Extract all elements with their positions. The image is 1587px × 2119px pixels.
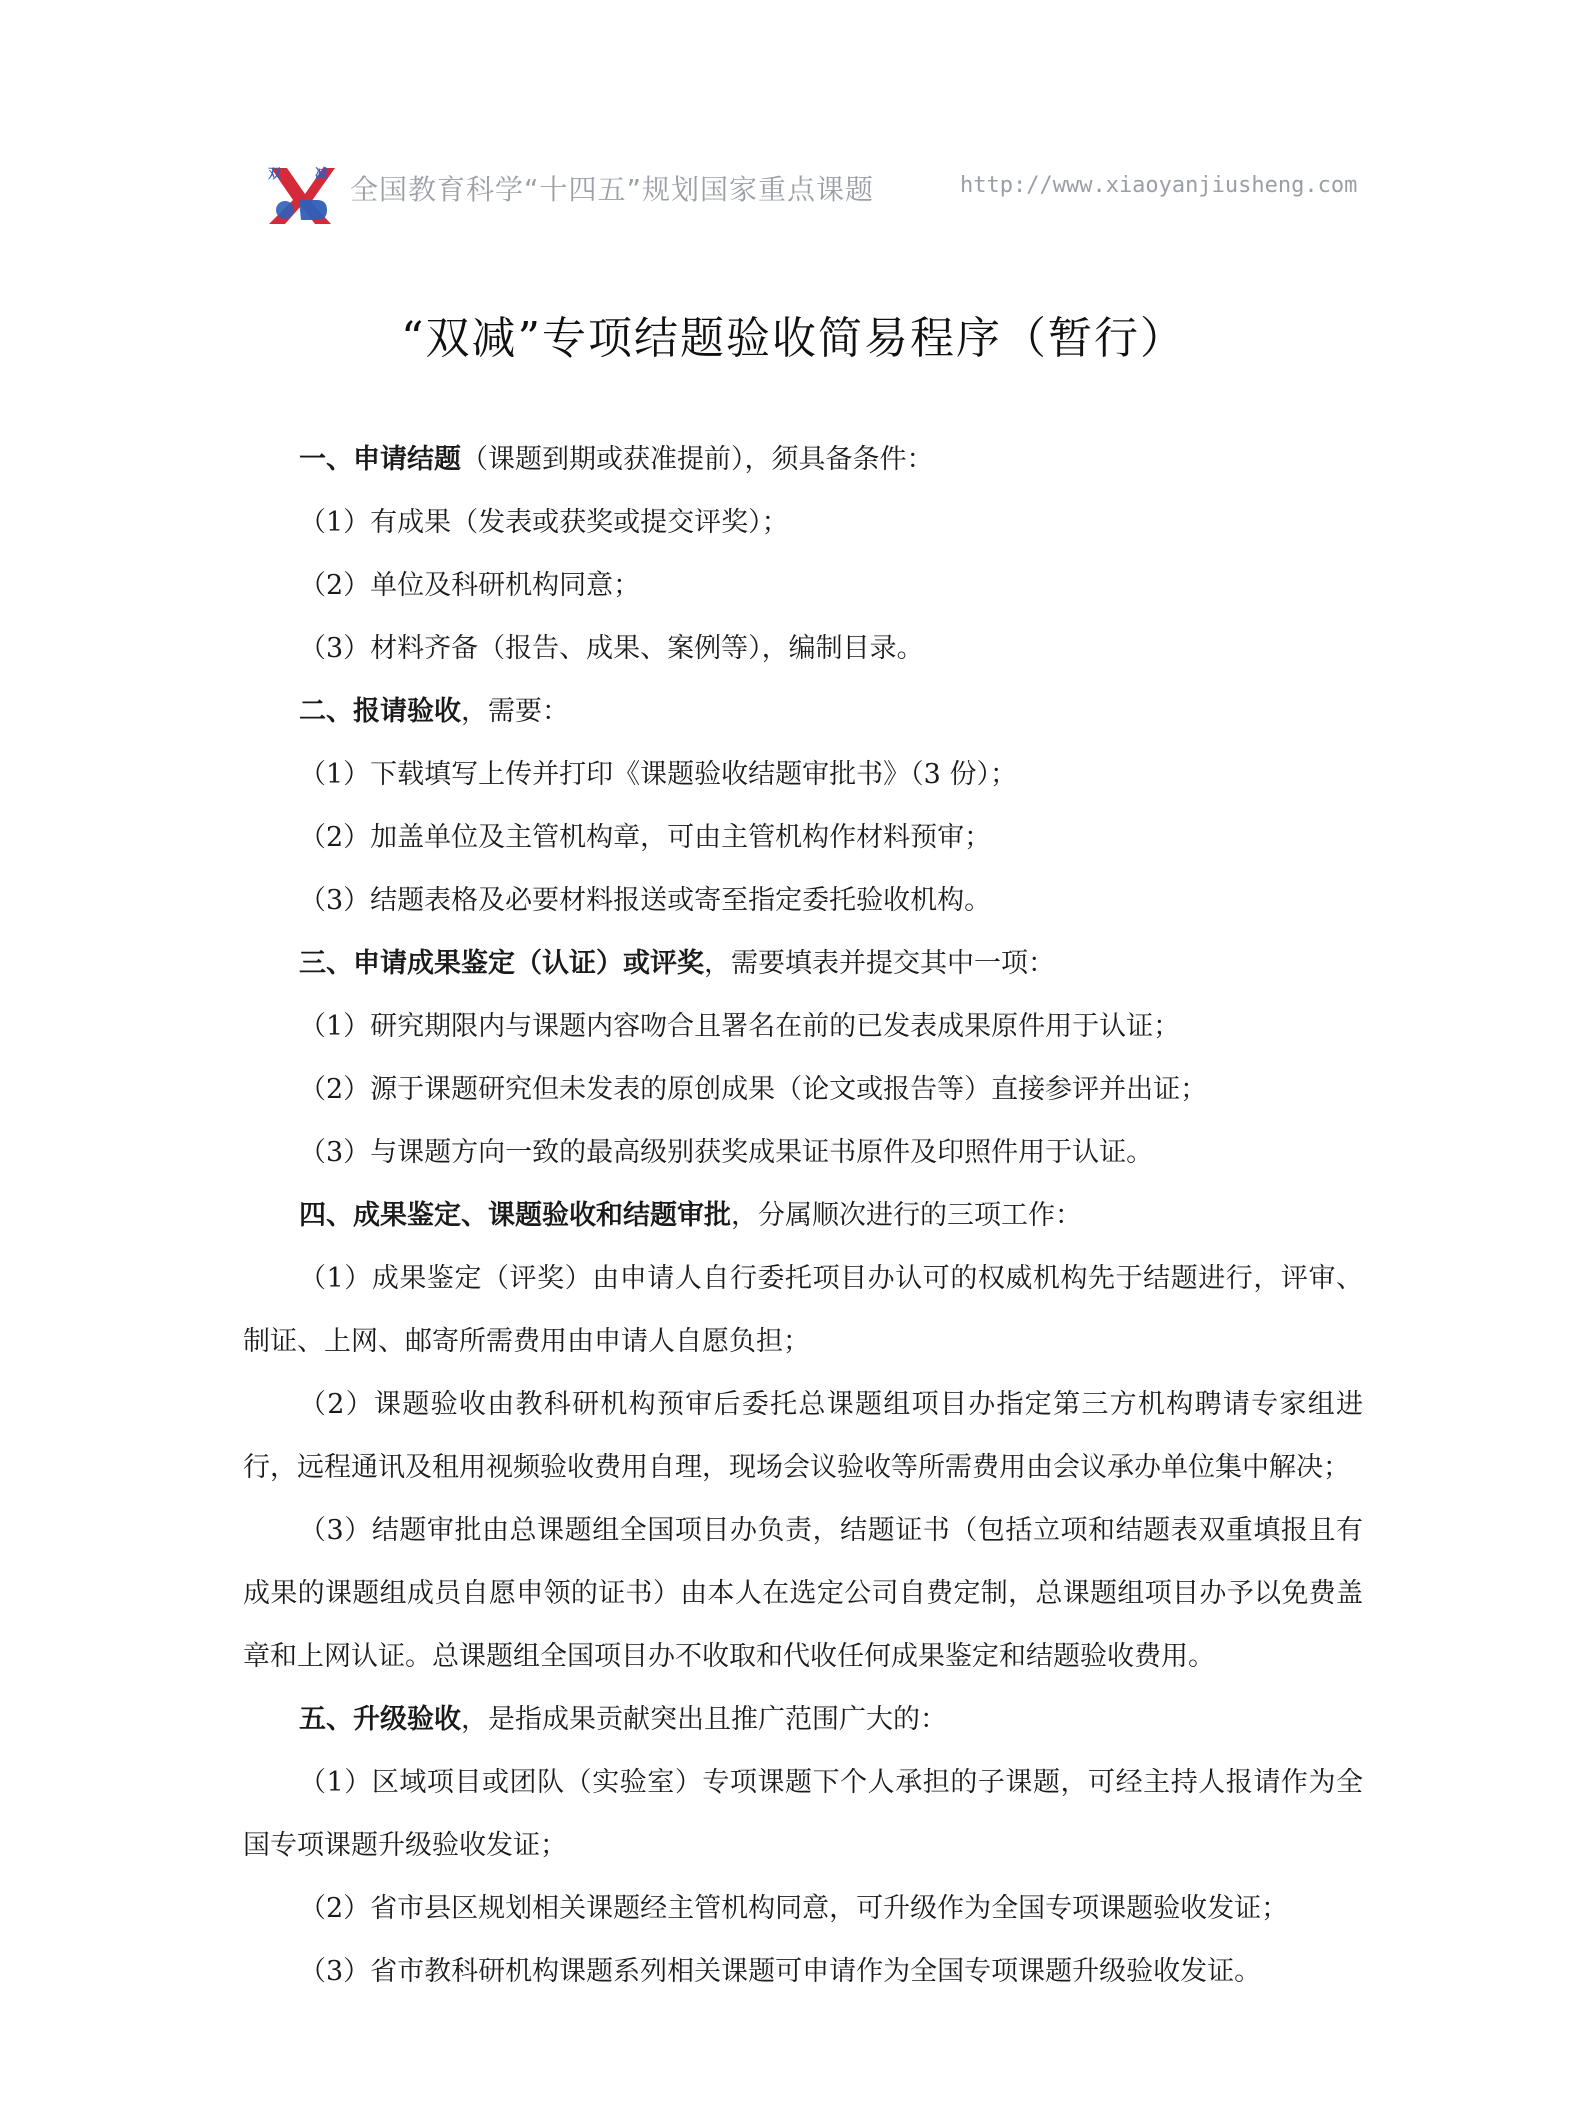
list-item: （3）结题表格及必要材料报送或寄至指定委托验收机构。 <box>299 885 992 916</box>
list-item: （2）课题验收由教科研机构预审后委托总课题组项目办指定第三方机构聘请专家组进行，远程通讯及租用视频验收费用自理，现场会议验收等所需费用由会议承办单位集中解决； <box>243 1389 1363 1483</box>
list-item: （3）结题审批由总课题组全国项目办负责，结题证书（包括立项和结题表双重填报且有成果的课题组成员自愿申领的证书）由本人在选定公司自费定制，总课题组项目办予以免费盖章和上网认证。总课题组全国项目办不收取和代收任何成果鉴定和结题验收费用。 <box>243 1515 1363 1672</box>
list-item: （1）研究期限内与课题内容吻合且署名在前的已发表成果原件用于认证； <box>299 1011 1181 1042</box>
list-item: （2）单位及科研机构同意； <box>299 570 641 601</box>
document-title: “双减”专项结题验收简易程序（暂行） <box>401 313 1186 364</box>
list-item: （2）加盖单位及主管机构章，可由主管机构作材料预审； <box>299 822 992 853</box>
list-item: （3）省市教科研机构课题系列相关课题可申请作为全国专项课题升级验收发证。 <box>299 1956 1262 1987</box>
header-title: 全国教育科学“十四五”规划国家重点课题 <box>350 173 875 206</box>
section-heading-bold: 二、报请验收 <box>299 696 461 727</box>
section-heading <box>243 1688 1363 1751</box>
section-heading-bold: 四、成果鉴定、课题验收和结题审批 <box>299 1200 731 1231</box>
list-item: （3）材料齐备（报告、成果、案例等），编制目录。 <box>299 633 924 664</box>
list-item: （3）与课题方向一致的最高级别获奖成果证书原件及印照件用于认证。 <box>299 1137 1154 1168</box>
section-heading-tail: ，是指成果贡献突出且推广范围广大的： <box>461 1704 947 1735</box>
list-item: （1）成果鉴定（评奖）由申请人自行委托项目办认可的权威机构先于结题进行，评审、制证、上网、邮寄所需费用由申请人自愿负担； <box>243 1263 1363 1357</box>
logo-char-left: 双 <box>268 167 282 182</box>
section-heading <box>243 932 1363 995</box>
section-heading-bold: 三、申请成果鉴定（认证）或评奖 <box>299 948 704 979</box>
section-heading <box>243 428 1363 491</box>
section-heading-tail: ，需要填表并提交其中一项： <box>704 948 1055 979</box>
section-heading <box>243 1184 1363 1247</box>
section-heading-bold: 一、申请结题 <box>299 444 461 475</box>
list-item: （2）源于课题研究但未发表的原创成果（论文或报告等）直接参评并出证； <box>299 1074 1208 1105</box>
section-heading-tail: ，分属顺次进行的三项工作： <box>731 1200 1082 1231</box>
section-heading-tail: ，需要： <box>461 696 569 727</box>
logo-char-right: 减 <box>315 167 329 182</box>
header-url[interactable]: http://www.xiaoyanjiusheng.com <box>960 173 1358 198</box>
document-body <box>243 428 1363 2003</box>
section-heading <box>243 680 1363 743</box>
list-item: （1）下载填写上传并打印《课题验收结题审批书》（3 份）； <box>299 759 1017 790</box>
list-item: （2）省市县区规划相关课题经主管机构同意，可升级作为全国专项课题验收发证； <box>299 1893 1289 1924</box>
section-heading-bold: 五、升级验收 <box>299 1704 461 1735</box>
shuangjian-logo-icon <box>265 160 337 226</box>
list-item: （1）有成果（发表或获奖或提交评奖）； <box>299 507 789 538</box>
section-heading-tail: （课题到期或获准提前），须具备条件： <box>461 444 934 475</box>
list-item: （1）区域项目或团队（实验室）专项课题下个人承担的子课题，可经主持人报请作为全国专项课题升级验收发证； <box>243 1767 1363 1861</box>
page-header <box>265 160 1365 230</box>
